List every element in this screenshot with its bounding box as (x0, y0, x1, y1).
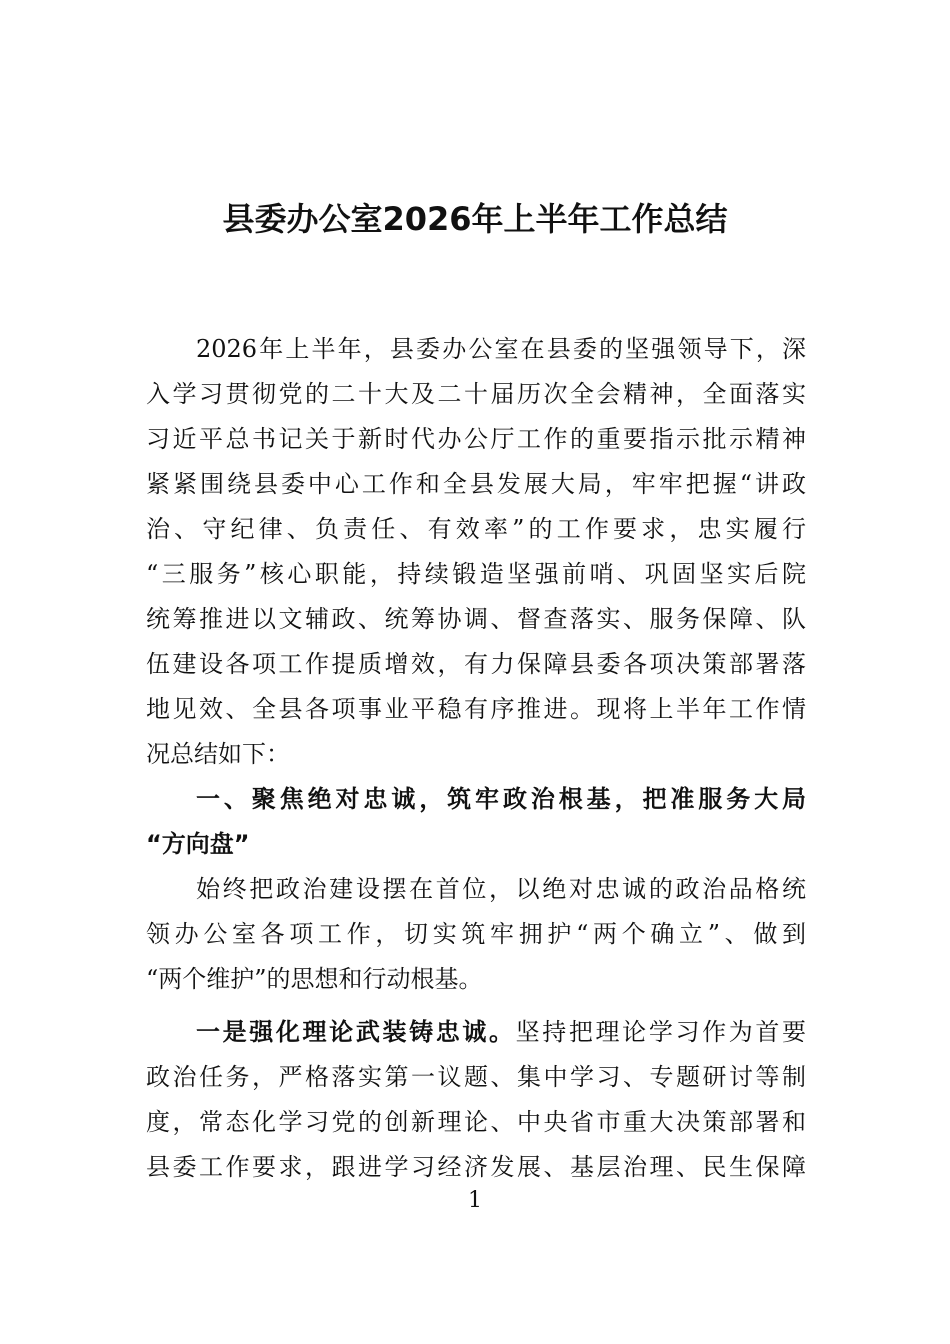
text-line: 紧紧围绕县委中心工作和全县发展大局，牢牢把握“讲政 (146, 470, 806, 498)
text-line: 2026年上半年，县委办公室在县委的坚强领导下，深 (196, 335, 806, 363)
paragraph-political (146, 867, 806, 1002)
text-line: 统筹推进以文辅政、统筹协调、督查落实、服务保障、队 (146, 605, 806, 633)
text-line: 始终把政治建设摆在首位，以绝对忠诚的政治品格统 (196, 875, 806, 903)
text-line: 县委工作要求，跟进学习经济发展、基层治理、民生保障 (146, 1153, 806, 1181)
text-line: 况总结如下： (146, 740, 290, 768)
text-line: 政治任务，严格落实第一议题、集中学习、专题研讨等制 (146, 1063, 806, 1091)
text-line: 度，常态化学习党的创新理论、中央省市重大决策部署和 (146, 1108, 806, 1136)
text-line: 伍建设各项工作提质增效，有力保障县委各项决策部署落 (146, 650, 806, 678)
paragraph-lead: 一是强化理论武装铸忠诚。 (196, 1018, 516, 1046)
text-line (146, 1010, 806, 1055)
page-number: 1 (468, 1188, 482, 1213)
document-title: 县委办公室2026年上半年工作总结 (222, 200, 728, 238)
document-body (146, 327, 806, 1190)
text-line: 入学习贯彻党的二十大及二十届历次全会精神，全面落实 (146, 380, 806, 408)
text-line: “两个维护”的思想和行动根基。 (146, 965, 483, 993)
paragraph-theory (146, 1010, 806, 1190)
text-line: 地见效、全县各项事业平稳有序推进。现将上半年工作情 (146, 695, 806, 723)
text-line: “三服务”核心职能，持续锻造坚强前哨、巩固坚实后院 (146, 560, 806, 588)
text-line: 习近平总书记关于新时代办公厅工作的重要指示批示精神 (146, 425, 806, 453)
paragraph-intro (146, 327, 806, 777)
heading-line: “方向盘” (146, 830, 250, 858)
heading-line: 一、聚焦绝对忠诚，筑牢政治根基，把准服务大局 (196, 785, 806, 813)
text-line: 治、守纪律、负责任、有效率”的工作要求，忠实履行 (146, 515, 806, 543)
section-heading-1 (146, 777, 806, 867)
paragraph-lead-rest: 坚持把理论学习作为首要 (515, 1018, 807, 1046)
text-line: 领办公室各项工作，切实筑牢拥护“两个确立”、做到 (146, 920, 806, 948)
